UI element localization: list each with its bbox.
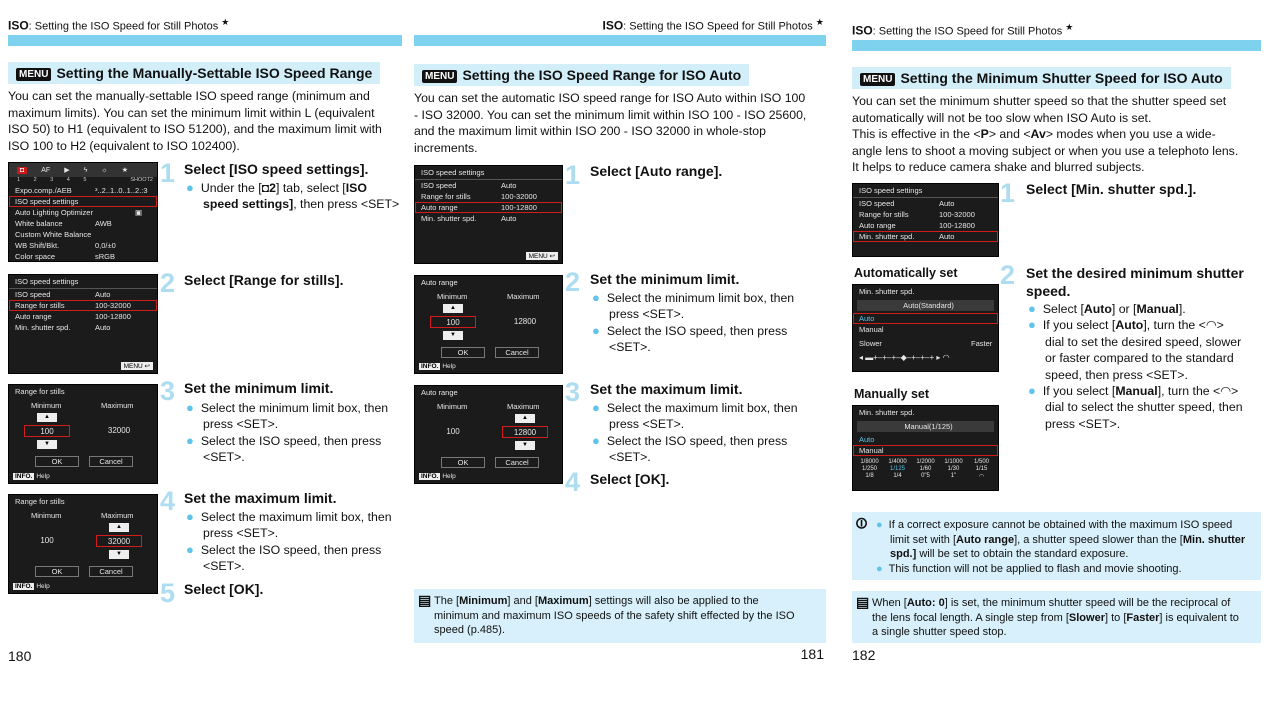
step-number: 3 [160,376,176,406]
step-heading: Select [ISO speed settings]. [184,161,369,177]
step-heading: Select [Min. shutter spd.]. [1026,181,1197,197]
note-icon: ▤ [418,592,432,608]
note-box: ▤ The [Minimum] and [Maximum] settings will also be applied to the minimum and maximum ISO speeds of the safety shift effected by the ISO speed (p.485). [414,589,826,643]
section-title: MENU Setting the ISO Speed Range for ISO Auto [414,64,749,86]
note-icon: ▤ [856,594,870,610]
note-box: ▤ When [Auto: 0] is set, the minimum shutter speed will be the reciprocal of the lens focal length. A single step from [Slower] to [Faster] is equivalent to a single shutter speed stop. [852,591,1261,643]
step-number: 4 [565,467,581,497]
camera-screen-auto-min: Auto range Minimum Maximum ▲ 100 ▼ 12800 OK Cancel INFO. Help [414,275,563,374]
step-number: 2 [1000,260,1016,290]
section-title: MENU Setting the Manually-Settable ISO Speed Range [8,62,380,84]
camera-screen-min-shutter-manual: Min. shutter spd. Manual(1/125) Auto Manual 1/8000 1/4000 1/2000 1/1000 1/500 1/250 1/125 1/60 1/30 1/15 1/8 1/4 0"5 1" ◠ [852,405,999,491]
camera-screen-shoot-menu: ◘ AF ▶ ϟ ☼ ★ 1 2 3 4 5 SHOOT2 Expo.comp./AEB ³..2..1..0..1..2.:3 ISO speed settings Auto Lighting Optimizer ▣ White balance AWB Custom White Balance WB Shift/Bkt. 0,0/±0 Color space sRGB [8,162,158,262]
step-heading: Set the minimum limit. [590,271,740,287]
camera-screen-range-min: Range for stills Minimum Maximum ▲ 100 ▼ 32000 OK Cancel INFO. Help [8,384,158,484]
page-180 [0,0,410,720]
page-181 [410,0,830,720]
header-bar [414,35,826,46]
menu-tabs: ◘ AF ▶ ϟ ☼ ★ [9,163,157,177]
step-number: 2 [160,268,176,298]
caution-icon: ⏼ [856,515,868,531]
camera-screen-range-max: Range for stills Minimum Maximum ▲ 100 32000 ▼ OK Cancel INFO. Help [8,494,158,594]
step-bullets: ● Select the maximum limit box, then press <SET>. ● Select the ISO speed, then press <SET>. [592,400,798,465]
running-header: ISO: Setting the ISO Speed for Still Photos ★ [602,17,824,33]
camera-screen-iso-settings: ISO speed settings ISO speed Auto Range for stills 100-32000 Auto range 100-12800 Min. shutter spd. Auto [852,183,999,257]
camera-screen-iso-settings: ISO speed settings ISO speed Auto Range for stills 100-32000 Auto range 100-12800 Min. shutter spd. Auto MENU ↩ [414,165,563,264]
running-header: ISO: Setting the ISO Speed for Still Photos ★ [852,22,1074,38]
page-182 [842,0,1280,720]
step-bullet: ● Under the [◘2] tab, select [ISO speed settings], then press <SET> [186,180,400,212]
step-bullets: ● Select [Auto] or [Manual]. ● If you select [Auto], turn the <◠> dial to set the desired speed, slower or faster compared to the standard speed, then press <SET>. ● If you select [Manual], turn the <◠> dial to select the shutter speed, then press <SET>. [1028,301,1243,431]
caution-box: ⏼ ● If a correct exposure cannot be obtained with the maximum ISO speed limit set with [Auto range], a shutter speed slower than the [Min. shutter spd.] will be set to obtain the standard exposure. ● This function will not be applied to flash and movie shooting. [852,512,1261,580]
step-heading: Select [Auto range]. [590,163,723,179]
page-number: 181 [800,646,824,662]
camera-screen-min-shutter-auto: Min. shutter spd. Auto(Standard) Auto Manual Slower Faster ◂ ▬+–+–+–◆–+–+–+ ▸ ◠ [852,284,999,372]
step-heading: Set the maximum limit. [184,490,337,506]
section-title: MENU Setting the Minimum Shutter Speed for ISO Auto [852,67,1231,89]
camera-screen-iso-settings: ISO speed settings ISO speed Auto Range for stills 100-32000 Auto range 100-12800 Min. shutter spd. Auto MENU ↩ [8,274,158,374]
header-bar [8,35,402,46]
step-heading: Set the desired minimum shutter speed. [1026,265,1244,299]
step-number: 1 [565,160,581,190]
step-bullets: ● Select the minimum limit box, then press <SET>. ● Select the ISO speed, then press <SET>. [592,290,795,355]
running-header: ISO: Setting the ISO Speed for Still Photos ★ [8,17,230,33]
step-number: 2 [565,267,581,297]
manual-set-label: Manually set [854,387,930,401]
intro-text: You can set the manually-settable ISO speed range (minimum and maximum limits). You can set the minimum limit within L (equivalent ISO 50) to H1 (equivalent to ISO 51200), and the maximum limit with ISO 100 to H2 (equivalent to ISO 102400). [8,89,382,153]
step-number: 1 [1000,178,1016,208]
step-bullets: ● Select the maximum limit box, then press <SET>. ● Select the ISO speed, then press <SET>. [186,509,392,574]
step-heading: Set the minimum limit. [184,380,334,396]
header-bar [852,40,1261,51]
step-heading: Set the maximum limit. [590,381,743,397]
step-number: 1 [160,158,176,188]
page-number: 180 [8,648,32,664]
page-number: 182 [852,647,876,663]
intro-text: You can set the minimum shutter speed so that the shutter speed set automatically will not be too slow when ISO Auto is set. This is effective in the <P> and <Av> modes when you use a wide- angle lens to shoot a moving subject or when you use a telephoto lens. It helps to reduce camera shake and blurred subjects. [852,94,1239,174]
step-heading: Select [Range for stills]. [184,272,344,288]
step-number: 3 [565,377,581,407]
step-heading: Select [OK]. [184,581,264,597]
intro-text: You can set the automatic ISO speed range for ISO Auto within ISO 100 - ISO 32000. You can set the minimum limit within ISO 100 - ISO 25600, and the maximum limit within ISO 200 - ISO 32000 in whole-stop increments. [414,91,807,155]
step-bullets: ● Select the minimum limit box, then press <SET>. ● Select the ISO speed, then press <SET>. [186,400,389,465]
camera-screen-auto-max: Auto range Minimum Maximum ▲ 100 12800 ▼ OK Cancel INFO. Help [414,385,563,484]
auto-set-label: Automatically set [854,266,958,280]
step-number: 4 [160,486,176,516]
step-number: 5 [160,578,176,608]
step-heading: Select [OK]. [590,471,670,487]
